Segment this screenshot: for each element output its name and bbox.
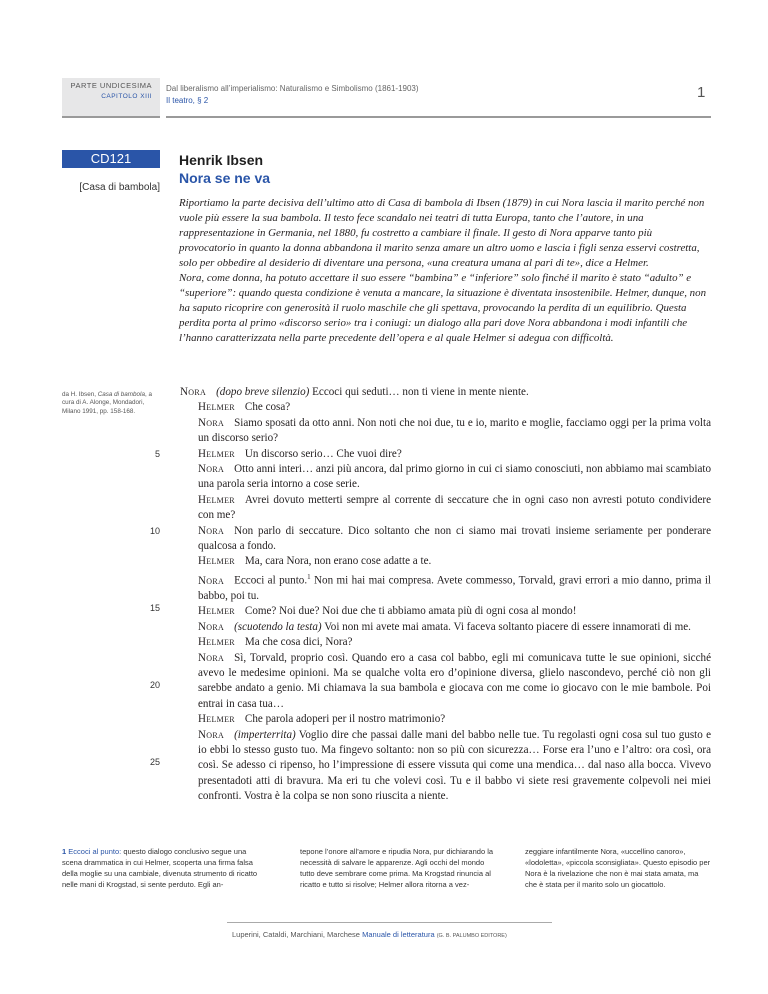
line-number-10: 10 — [149, 526, 160, 536]
footnote-number: 1 — [62, 847, 67, 856]
line-text: Che parola adoperi per il nostro matrimonio? — [244, 713, 446, 726]
footer-divider — [227, 922, 552, 923]
speaker-name: Helmer — [198, 555, 235, 568]
line-number-5: 5 — [154, 449, 160, 459]
footnote-column-2: tepone l’onore all’amore e ripudia Nora, pur dichiarando la necessità di salvare le apparenze. Agli occhi del mondo tutto deve sembrare come prima. Ma Krogstad rinuncia al ricatto e tutto si risolve; Helmer allora ritorna a vez- — [300, 847, 494, 889]
speaker-name: Helmer — [198, 605, 235, 618]
footer-publisher: (G. B. PALUMBO EDITORE) — [436, 933, 507, 939]
dialogue-line — [180, 620, 711, 635]
line-text: Non parlo di seccature. Dico soltanto che non ci siamo mai trovati insieme seriamente per ponderare qualcosa a fondo. — [198, 524, 711, 553]
header-divider — [166, 116, 711, 118]
speaker-name: Nora — [198, 651, 225, 664]
footnote-text: questo dialogo conclusivo segue una scena drammatica in cui Helmer, scoperta una firma falsa della moglie su una cambiale, divenuta strumento di ricatto nelle mani di Krogstad, si sente perduto. Egli an- — [62, 847, 258, 889]
dialogue-line — [180, 712, 711, 727]
speaker-name: Helmer — [198, 636, 235, 649]
work-reference: [Casa di bambola] — [79, 182, 160, 193]
part-label: PARTE UNDICESIMA — [70, 81, 152, 90]
line-text: Avrei dovuto metterti sempre al corrente di seccature che in ogni caso non avresti potuto condividere con me? — [198, 493, 711, 522]
line-text: Sì, Torvald, proprio così. Quando ero a casa col babbo, egli mi comunicava tutte le sue opinioni, sicché avevo le medesime opinioni. Ma se qualche volta ero d’opinione diversa, glielo nascondevo, perché ciò non gli sarebbe andato a genio. Mi chiamava la sua bambola e giocava con me come io giocavo con le mie bambole. Poi entrai in casa tua… — [198, 651, 711, 710]
speaker-name: Nora — [198, 463, 225, 476]
stage-direction: (scuotendo la testa) — [234, 620, 322, 633]
intro-paragraph-2: Nora, come donna, ha potuto accettare il suo essere “bambina” e “inferiore” solo finché il marito è stato “adulto” e “superiore”: quando questa condizione è venuta a mancare, la situazione è diventata insostenibile. Helmer, dunque, non ha saputo ricoprire con generosità il ruolo maschile che gli spettava, provocando la perdita di un equilibrio. Questa perdita porta al primo «discorso serio» tra i coniugi: un dialogo alla pari dove Nora abbandona i modi infantili che l’hanno caratterizzata nella parte precedente dell’opera e al quale Helmer si adegua con difficoltà. — [179, 272, 707, 344]
line-number-15: 15 — [149, 603, 160, 613]
dialogue-line — [180, 728, 711, 805]
source-citation — [62, 391, 154, 416]
line-text: Ma, cara Nora, non erano cose adatte a te. — [244, 555, 432, 568]
source-post: , a cura di A. Alonge, Mondadori, Milano 1991, pp. 158-168. — [62, 391, 152, 415]
dialogue-line — [180, 385, 711, 400]
footnote-column-3: zeggiare infantilmente Nora, «uccellino canoro», «lodoletta», «piccola sconsigliata». Questo episodio per Nora è la rivelazione che non è mai stata amata, ma che è stata per il marito solo un giocattolo. — [525, 847, 711, 889]
speaker-name: Helmer — [198, 713, 235, 726]
footnote-ref[interactable]: 1 — [307, 572, 311, 581]
line-number-20: 20 — [149, 680, 160, 690]
line-text: Come? Noi due? Noi due che ti abbiamo amata più di ogni cosa al mondo! — [244, 605, 577, 618]
speaker-name: Nora — [198, 524, 225, 537]
line-text: Eccoci qui seduti… non ti viene in mente niente. — [312, 386, 529, 398]
speaker-name: Helmer — [198, 447, 235, 460]
header-title: Dal liberalismo all’imperialismo: Naturalismo e Simbolismo (1861-1903) — [166, 84, 419, 93]
cd-badge: CD121 — [62, 150, 160, 168]
footnote-lead: Eccoci al punto: — [68, 847, 122, 856]
dialogue-line — [180, 570, 711, 605]
intro-paragraph-1: Riportiamo la parte decisiva dell’ultimo atto di Casa di bambola di Ibsen (1879) in cui Nora lascia il marito perché non vuole più essere la sua bambola. Il testo fece scandalo nei teatri di tutta Europa, tanto che l’autore, in una rappresentazione in Germania, nel 1880, fu costretto a cambiare il finale. Il gesto di Nora apparve tanto più provocatorio in quanto la donna abbandona il marito senza amare un altro uomo e lascia i figli senza esservi costretta, solo per obbedire al desiderio di diventare una persona, «una creatura umana al pari di te», dice a Helmer. — [179, 197, 705, 269]
speaker-name: Helmer — [198, 401, 235, 414]
speaker-name: Helmer — [198, 493, 235, 506]
dialogue-line — [180, 447, 711, 462]
dialogue-line — [180, 604, 711, 619]
chapter-label: CAPITOLO XIII — [101, 93, 152, 100]
line-text: Che cosa? — [244, 401, 291, 414]
line-text: Otto anni interi… anzi più ancora, dal primo giorno in cui ci siamo conosciuti, non abbiamo mai scambiato una parola seria intorno a cose serie. — [198, 463, 711, 491]
author-name: Henrik Ibsen — [179, 152, 264, 168]
header-subtitle: Il teatro, § 2 — [166, 96, 209, 105]
footer-authors: Luperini, Cataldi, Marchiani, Marchese — [232, 930, 360, 939]
source-pre: da H. Ibsen, — [62, 391, 98, 398]
speaker-name: Nora — [198, 574, 225, 587]
stage-direction: (imperterrita) — [234, 728, 296, 741]
dialogue-line — [180, 416, 711, 447]
speaker-name: Nora — [198, 728, 225, 741]
page-number: 1 — [697, 84, 706, 101]
intro-text — [179, 196, 711, 346]
footer — [232, 930, 507, 939]
dialogue-line — [180, 462, 711, 493]
excerpt-title: Nora se ne va — [179, 170, 271, 186]
dialogue-line — [180, 524, 711, 555]
dialogue-line — [180, 493, 711, 524]
dialogue-line — [180, 635, 711, 650]
stage-direction: (dopo breve silenzio) — [216, 386, 310, 398]
source-title: Casa di bambola — [97, 391, 145, 398]
dialogue-line — [180, 554, 711, 569]
dialogue-line — [180, 651, 711, 713]
speaker-name: Nora — [198, 416, 225, 429]
footnote-column-1 — [62, 846, 265, 890]
line-text: Eccoci al punto. — [234, 574, 308, 587]
dialogue-line — [180, 400, 711, 415]
speaker-name: Nora — [198, 620, 225, 633]
footer-book-title: Manuale di letteratura — [362, 930, 435, 939]
line-text: Voi non mi avete mai amata. Vi faceva soltanto piacere di essere innamorati di me. — [324, 620, 691, 633]
line-text: Siamo sposati da otto anni. Non noti che noi due, tu e io, marito e moglie, facciamo oggi per la prima volta un discorso serio? — [198, 416, 711, 445]
line-text: Un discorso serio… Che vuoi dire? — [244, 447, 402, 460]
speaker-name: Nora — [180, 386, 207, 398]
dialogue-text — [180, 385, 711, 805]
header-part-box — [62, 78, 160, 118]
line-text: Voglio dire che passai dalle mani del babbo nelle tue. Tu regolasti ogni cosa sul tuo gusto e io ebbi lo stesso gusto tuo. Ma fingevo soltanto: non so più con sicurezza… Forse era l’uno e l’altro: ora così, ora così. Se adesso ci ripenso, ho l’impressione di essere vissuta qui come una mendica… dal naso alla bocca. Vivevo presentadoti atti di bravura. Ma eri tu che volevi così. Tu e il babbo vi siete resi gravemente colpevoli nei miei confronti. Vostra è la colpa se non sono riuscita a niente. — [198, 728, 711, 803]
line-text: Ma che cosa dici, Nora? — [244, 636, 353, 649]
line-number-25: 25 — [149, 757, 160, 767]
line-text: Non mi hai mai compresa. Avete commesso, Torvald, gravi errori a mio danno, prima il babbo, poi tu. — [198, 574, 712, 602]
